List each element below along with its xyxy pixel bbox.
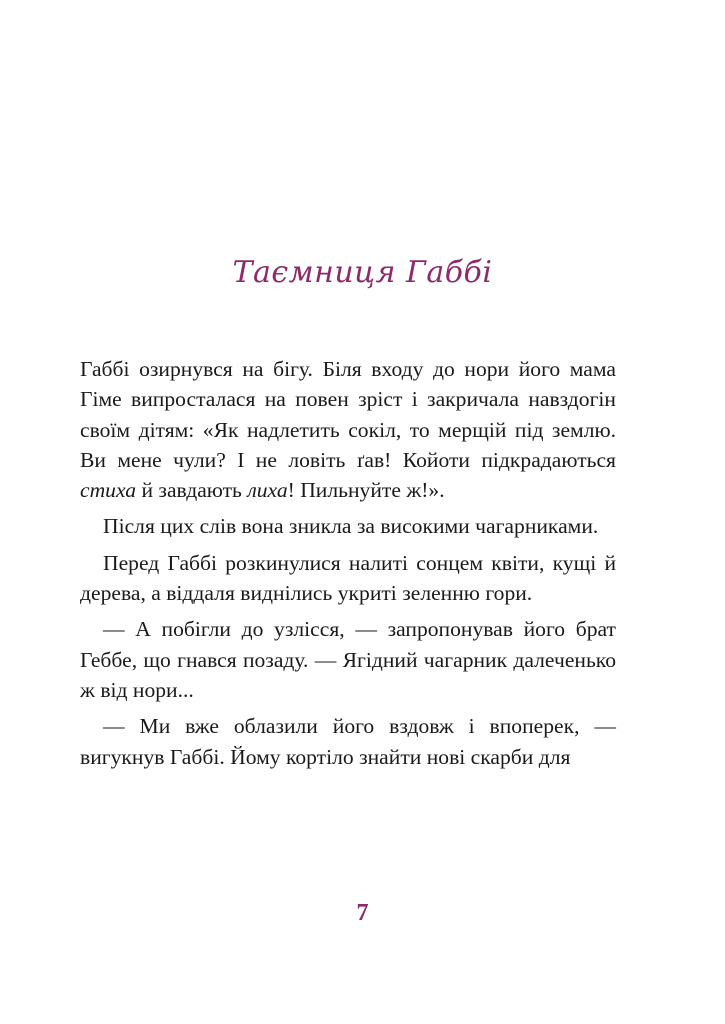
paragraph-1: [80, 354, 616, 505]
chapter-title: Таємниця Габбі: [232, 255, 493, 290]
paragraph-1-segment-3: ! Пильнуйте ж!».: [287, 478, 445, 503]
body-text: [80, 354, 616, 778]
paragraph-1-segment-1: Габбі озирнувся на бігу. Біля входу до нори його мама Гіме випросталася на повен зріст і закричала навздогін своїм дітям: «Як надлетить сокіл, то мерщій під землю. Ви мене чули? І не ловіть ґав! Койоти підкрадаються: [80, 357, 616, 472]
paragraph-3: Перед Габбі розкинулися налиті сонцем квіти, кущі й дерева, а віддаля виднілись укриті зеленню гори.: [80, 550, 616, 606]
paragraph-1-emphasis-1: стиха: [80, 478, 137, 503]
paragraph-1-emphasis-2: лиха: [247, 478, 288, 503]
paragraph-2: Після цих слів вона зникла за високими чагарниками.: [103, 514, 599, 539]
page-number: 7: [356, 900, 369, 926]
paragraph-1-segment-2: й завдають: [136, 478, 248, 503]
paragraph-5: — Ми вже облазили його вздовж і впоперек, — вигукнув Габбі. Йому кортіло знайти нові скарби для: [80, 714, 616, 769]
paragraph-4: — А побігли до узлісся, — запропонував його брат Геббе, що гнався позаду. — Ягідний чагарник далеченько ж від нори...: [80, 617, 616, 702]
